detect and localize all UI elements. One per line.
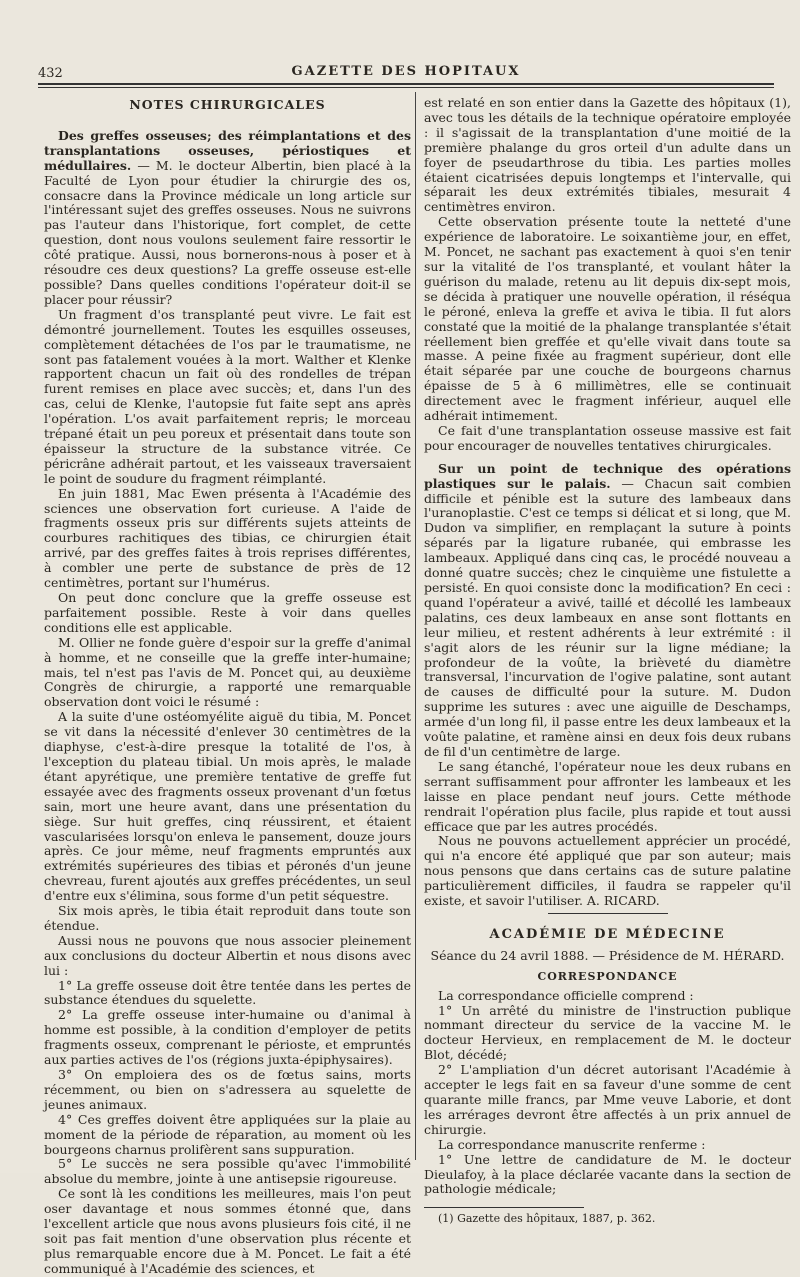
footnote: (1) Gazette des hôpitaux, 1887, p. 362. bbox=[438, 1212, 656, 1226]
article-paragraph: Un fragment d'os transplanté peut vivre. Le fait est démontré journellement. Toutes les esquilles osseuses, complètement détachées de l'os par le traumatisme, ne sont pas fatalement vouées à la mort. Walther et Klenke rapportent chacun un fait où des rondelles de trépan furent remises en place avec succès; et, dans l'un des cas, celui de Klenke, l'autopsie fut faite sept ans après l'opération. L'os avait parfaitement repris; le morceau trépané était un peu poreux et présentait dans toute son épaisseur la structure de la substance vitrée. Ce péricrâne adhérait partout, et les vaisseaux traversaient le point de soudure du fragment réimplanté. bbox=[44, 306, 411, 486]
list-item: 2° L'ampliation d'un décret autorisant l'Académie à accepter le legs fait en sa faveur d'une somme de cent quarante mille francs, par Mme veuve Laborie, et dont les arrérages devront être affectés à un prix annuel de chirurgie. bbox=[424, 1062, 791, 1137]
session-line: Séance du 24 avril 1888. — Présidence de M. HÉRARD. bbox=[430, 947, 785, 963]
list-item: 5° Le succès ne sera possible qu'avec l'immobilité absolue du membre, jointe à une antisepsie rigoureuse. bbox=[44, 1156, 411, 1187]
article-paragraph: Aussi nous ne pouvons que nous associer pleinement aux conclusions du docteur Albertin et nous disons avec lui : bbox=[44, 932, 411, 978]
article-paragraph: Des greffes osseuses; des réimplantations et des transplantations osseuses, périostiques et médullaires. — M. le docteur Albertin, bien placé à la Faculté de Lyon pour étudier la chirurgie des os, consacre dans la Province médicale un long article sur l'intéressant sujet des greffes osseuses. Nous ne suivrons pas l'auteur dans l'historique, fort complet, de cette question, dont nous voulons seulement faire ressortir le côté pratique. Aussi, nous bornerons-nous à poser et à résoudre ces deux questions? La greffe osseuse est-elle possible? Dans quelles conditions l'opérateur doit-il se placer pour réussir? bbox=[44, 127, 411, 307]
article-paragraph: La correspondance officielle comprend : bbox=[438, 987, 694, 1003]
journal-title: GAZETTE DES HOPITAUX bbox=[291, 64, 521, 79]
article-paragraph: Nous ne pouvons actuellement apprécier un procédé, qui n'a encore été appliqué que par son auteur; mais nous pensons que dans certains cas de suture palatine particulièrement difficiles, il faudra se rappeler qu'il existe, et savoir l'utiliser. A. RICARD. bbox=[424, 833, 791, 909]
list-item: 4° Ces greffes doivent être appliquées sur la plaie au moment de la période de réparation, au moment où les bourgeons charnus prolifèrent sans suppuration. bbox=[44, 1111, 411, 1157]
article-paragraph: Ce sont là les conditions les meilleures, mais l'on peut oser davantage et nous sommes étonné que, dans l'excellent article que nous avons plusieurs fois cité, il ne soit pas fait mention d'une observation plus récente et plus remarquable encore due à M. Poncet. Le fait a été communiqué à l'Académie des sciences, et bbox=[44, 1186, 411, 1276]
correspondence-title: CORRESPONDANCE bbox=[537, 969, 678, 983]
article-paragraph: est relaté en son entier dans la Gazette des hôpitaux (1), avec tous les détails de la technique opératoire employée : il s'agissait de la transplantation d'une moitié de la première phalange du gros orteil d'un adulte dans un foyer de pseudarthrose du tibia. Les parties molles étaient cicatrisées depuis longtemps et l'intervalle, qui séparait les deux extrémités tibiales, mesurait 4 centimètres environ. bbox=[424, 95, 791, 215]
footnote-rule bbox=[424, 1207, 584, 1208]
header-rule-thin bbox=[38, 87, 774, 88]
page-header bbox=[38, 62, 774, 84]
academy-title: ACADÉMIE DE MÉDECINE bbox=[489, 926, 726, 942]
article-paragraph: En juin 1881, Mac Ewen présenta à l'Académie des sciences une observation fort curieuse. A l'aide de fragments osseux pris sur différents sujets atteints de courbures rachitiques des tibias, ce chirurgien était arrivé, par des greffes faites à trois reprises différentes, à combler une perte de substance de près de 12 centimètres, portant sur l'humérus. bbox=[44, 485, 411, 591]
article-paragraph: Le sang étanché, l'opérateur noue les deux rubans en serrant suffisamment pour affronter les lambeaux et les laisse en place pendant neuf jours. Cette méthode rendrait l'opération plus facile, plus rapide et tout aussi efficace que par les autres procédés. bbox=[424, 758, 791, 834]
header-rule bbox=[38, 83, 774, 85]
article-paragraph: La correspondance manuscrite renferme : bbox=[438, 1136, 706, 1152]
left-column bbox=[44, 96, 411, 1276]
article-paragraph: Six mois après, le tibia était reproduit dans toute son étendue. bbox=[44, 903, 411, 933]
article-paragraph: A la suite d'une ostéomyélite aiguë du tibia, M. Poncet se vit dans la nécessité d'enlever 30 centimètres de la diaphyse, c'est-à-dire presque la totalité de l'os, à l'exception du plateau tibial. Un mois après, le malade étant apyrétique, une première tentative de greffe fut essayée avec des fragments osseux provenant d'un fœtus sain, mort une heure avant, dans une présentation du siège. Sur huit greffes, cinq réussirent, et étaient vascularisées lorsqu'on enleva le pansement, douze jours après. Ce jour même, neuf fragments empruntés aux extrémités supérieures des tibias et péronés d'un jeune chevreau, furent ajoutés aux greffes précédentes, un seul d'entre eux s'élimina, sous forme d'un petit séquestre. bbox=[44, 709, 411, 904]
article-paragraph: Sur un point de technique des opérations plastiques sur le palais. — Chacun sait combien difficile et pénible est la suture des lambeaux dans l'uranoplastie. C'est ce temps si délicat et si long, que M. Dudon va simplifier, en remplaçant la suture à points séparés par la ligature rubanée, qui embrasse les lambeaux. Appliqué dans cinq cas, le procédé nouveau a donné quatre succès; chez le cinquième une fistulette a persisté. En quoi consiste donc la modification? En ceci : quand l'opérateur a avivé, taillé et décollé les lambeaux palatins, ces deux lambeaux en anse sont flottants en leur milieu, et restent adhérents à leur extrémité : il s'agit alors de les réunir sur la ligne médiane; la profondeur de la voûte, la brièveté du diamètre transversal, l'incurvation de l'ogive palatine, sont autant de causes de difficulté pour la suture. M. Dudon supprime les sutures : avec une aiguille de Deschamps, armée d'un long fil, il passe entre les deux lambeaux et la voûte palatine, et ramène ainsi en deux fois deux rubans de fil d'un centimètre de large. bbox=[424, 460, 791, 759]
article-paragraph: On peut donc conclure que la greffe osseuse est parfaitement possible. Reste à voir dans quelles conditions elle est applicable. bbox=[44, 590, 411, 635]
article-paragraph: Ce fait d'une transplantation osseuse massive est fait pour encourager de nouvelles tentatives chirurgicales. bbox=[424, 422, 791, 453]
article-heading: Sur un point de technique des opérations plastiques sur le palais. bbox=[424, 460, 791, 491]
article-heading: Des greffes osseuses; des réimplantations et des transplantations osseuses, périostiques et médullaires. bbox=[44, 127, 411, 173]
list-item: 1° Une lettre de candidature de M. le docteur Dieulafoy, à la place déclarée vacante dans la section de pathologie médicale; bbox=[424, 1151, 791, 1197]
list-item: 1° La greffe osseuse doit être tentée dans les pertes de substance étendues du squelette. bbox=[44, 977, 411, 1008]
section-divider bbox=[548, 913, 668, 914]
article-paragraph: M. Ollier ne fonde guère d'espoir sur la greffe d'animal à homme, et ne conseille que la greffe inter-humaine; mais, tel n'est pas l'avis de M. Poncet qui, au deuxième Congrès de chirurgie, a rapporté une remarquable observation dont voici le résumé : bbox=[44, 634, 411, 710]
list-item: 3° On emploiera des os de fœtus sains, morts récemment, ou bien on s'adressera au squelette de jeunes animaux. bbox=[44, 1067, 411, 1112]
list-item: 1° Un arrêté du ministre de l'instruction publique nommant directeur du service de la vaccine M. le docteur Hervieux, en remplacement de M. le docteur Blot, décédé; bbox=[424, 1002, 791, 1063]
list-item: 2° La greffe osseuse inter-humaine ou d'animal à homme est possible, à la condition d'employer de petits fragments osseux, comprenant le périoste, et empruntés aux parties actives de l'os (régions juxta-épiphysaires). bbox=[44, 1007, 411, 1068]
right-column bbox=[424, 95, 791, 1226]
author-signature: A. RICARD. bbox=[586, 893, 660, 909]
article-paragraph: Cette observation présente toute la netteté d'une expérience de laboratoire. Le soixantième jour, en effet, M. Poncet, ne sachant pas exactement à quoi s'en tenir sur la vitalité de l'os transplanté, et voulant hâter la guérison du malade, retenu au lit depuis dix-sept mois, se décida à pratiquer une nouvelle opération, il réséqua le péroné, enleva la greffe et aviva le tibia. Il fut alors constaté que la moitié de la phalange transplantée s'était réellement bien greffée et qu'elle vivait dans toute sa masse. A peine fixée au fragment supérieur, dont elle était séparée par une couche de bourgeons charnus épaisse de 5 à 6 millimètres, elle se continuait directement avec le fragment inférieur, auquel elle adhérait intimement. bbox=[424, 214, 791, 424]
column-divider bbox=[415, 92, 416, 1160]
section-title: NOTES CHIRURGICALES bbox=[129, 97, 326, 112]
page-number: 432 bbox=[38, 66, 63, 81]
